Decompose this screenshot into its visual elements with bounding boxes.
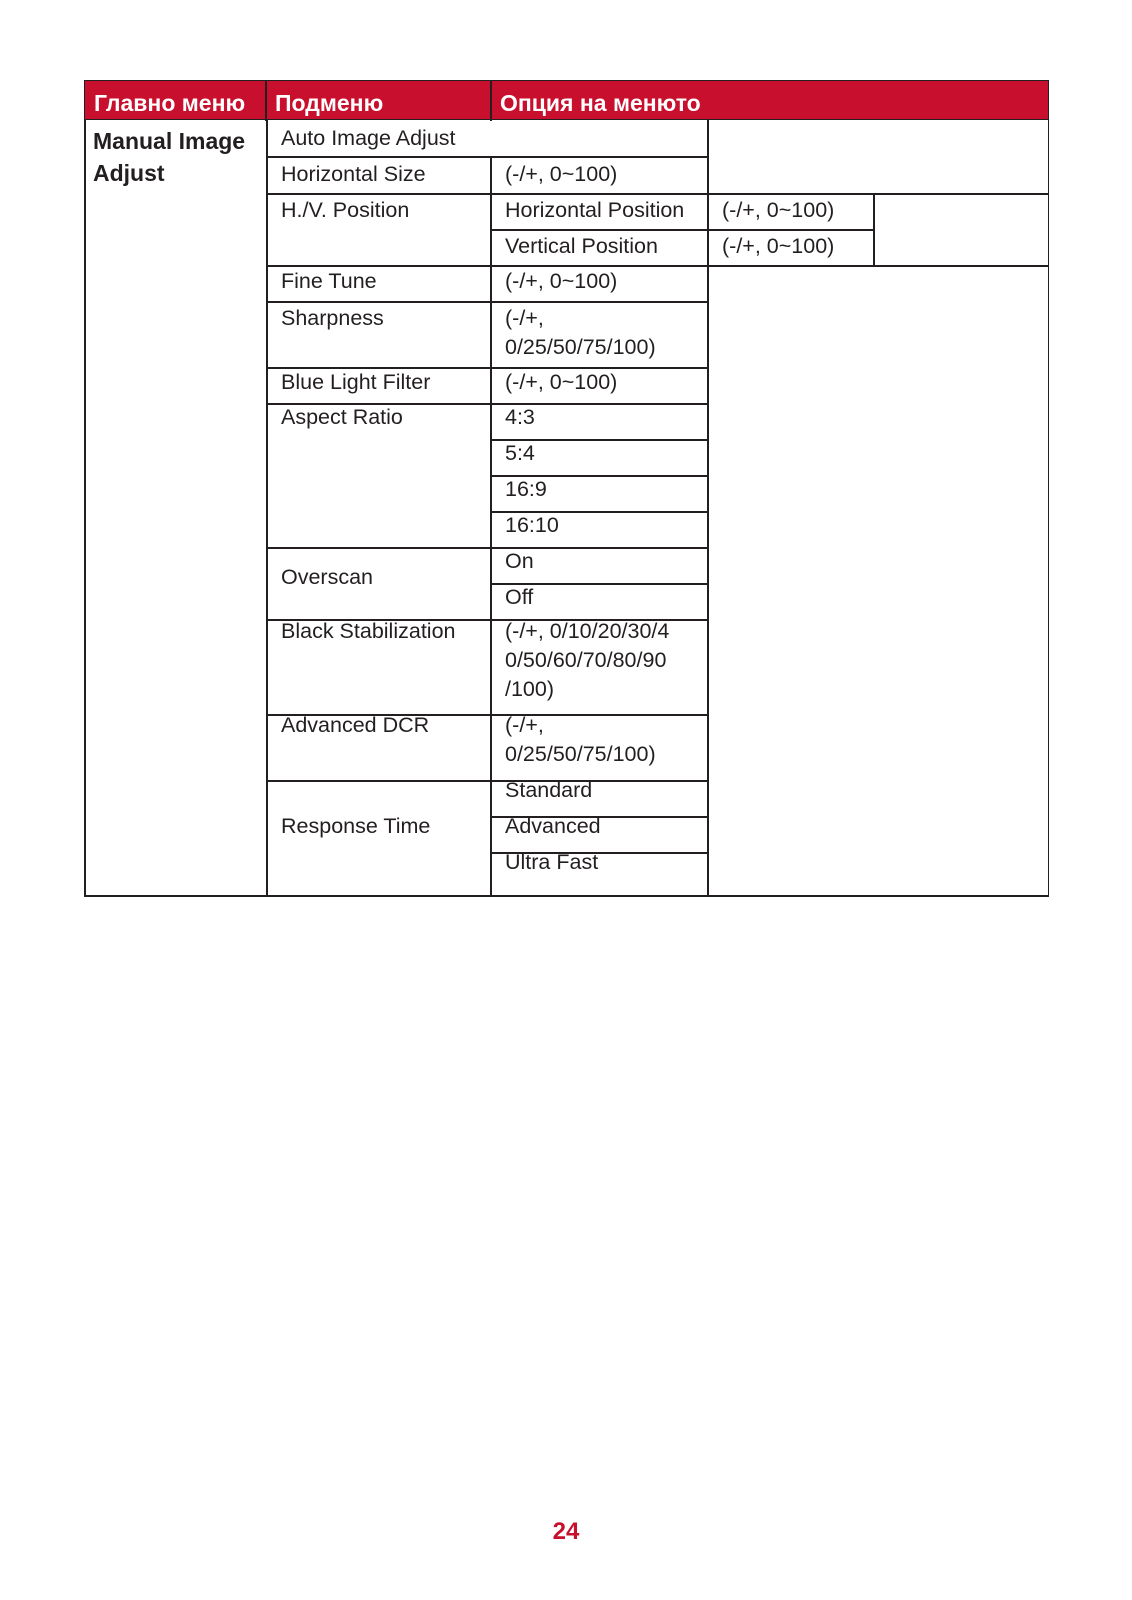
option-aspect-5-4: 5:4 <box>505 441 535 465</box>
option-response-advanced: Advanced <box>505 814 601 838</box>
header-submenu: Подменю <box>275 90 384 116</box>
header-divider <box>265 81 267 121</box>
option-aspect-16-9: 16:9 <box>505 477 547 501</box>
table-border-bottom <box>84 895 1049 897</box>
submenu-response-time: Response Time <box>281 814 431 838</box>
option-aspect-4-3: 4:3 <box>505 405 535 429</box>
submenu-advanced-dcr: Advanced DCR <box>281 713 430 737</box>
row-divider <box>266 193 1049 195</box>
option-line: (-/+, <box>505 306 544 330</box>
column-divider <box>490 156 492 896</box>
submenu-horizontal-size: Horizontal Size <box>281 162 426 186</box>
option-horizontal-size: (-/+, 0~100) <box>505 162 618 186</box>
submenu-fine-tune: Fine Tune <box>281 269 377 293</box>
header-menu-option: Опция на менюто <box>500 90 701 116</box>
option-line: 0/50/60/70/80/90 <box>505 648 667 672</box>
option-horizontal-position: Horizontal Position <box>505 198 685 222</box>
option-response-standard: Standard <box>505 778 593 802</box>
submenu-aspect-ratio: Aspect Ratio <box>281 405 403 429</box>
option-aspect-16-10: 16:10 <box>505 513 559 537</box>
option-blue-light-filter: (-/+, 0~100) <box>505 370 618 394</box>
table-header-row <box>84 80 1049 120</box>
option-line: /100) <box>505 677 555 701</box>
main-menu-item <box>93 125 245 189</box>
row-divider <box>266 265 1049 267</box>
header-main-menu: Главно меню <box>94 90 246 116</box>
option-sharpness <box>505 304 656 362</box>
main-menu-item-line: Manual Image <box>93 128 246 154</box>
option-vertical-position: Vertical Position <box>505 234 658 258</box>
table-border-right <box>1048 120 1050 896</box>
option-fine-tune: (-/+, 0~100) <box>505 269 618 293</box>
menu-table <box>84 80 1049 896</box>
option-line: (-/+, 0/10/20/30/4 <box>505 619 670 643</box>
option-response-ultra-fast: Ultra Fast <box>505 850 599 874</box>
option-overscan-on: On <box>505 549 534 573</box>
row-divider <box>490 229 875 231</box>
option-black-stabilization <box>505 617 669 704</box>
submenu-black-stabilization: Black Stabilization <box>281 619 456 643</box>
submenu-hv-position: H./V. Position <box>281 198 410 222</box>
submenu-overscan: Overscan <box>281 565 374 589</box>
value-horizontal-position: (-/+, 0~100) <box>722 198 835 222</box>
row-divider <box>266 301 709 303</box>
row-divider <box>266 547 709 549</box>
option-line: 0/25/50/75/100) <box>505 742 656 766</box>
table-border-left <box>84 120 86 896</box>
option-line: (-/+, <box>505 713 544 737</box>
option-advanced-dcr <box>505 711 656 769</box>
main-menu-item-line: Adjust <box>93 160 165 186</box>
row-divider <box>266 156 709 158</box>
option-line: 0/25/50/75/100) <box>505 335 656 359</box>
header-divider <box>490 81 492 121</box>
submenu-sharpness: Sharpness <box>281 306 384 330</box>
option-overscan-off: Off <box>505 585 534 609</box>
value-vertical-position: (-/+, 0~100) <box>722 234 835 258</box>
row-divider <box>266 780 709 782</box>
submenu-auto-image-adjust: Auto Image Adjust <box>281 126 456 150</box>
page-number: 24 <box>552 1518 580 1545</box>
submenu-blue-light-filter: Blue Light Filter <box>281 370 431 394</box>
